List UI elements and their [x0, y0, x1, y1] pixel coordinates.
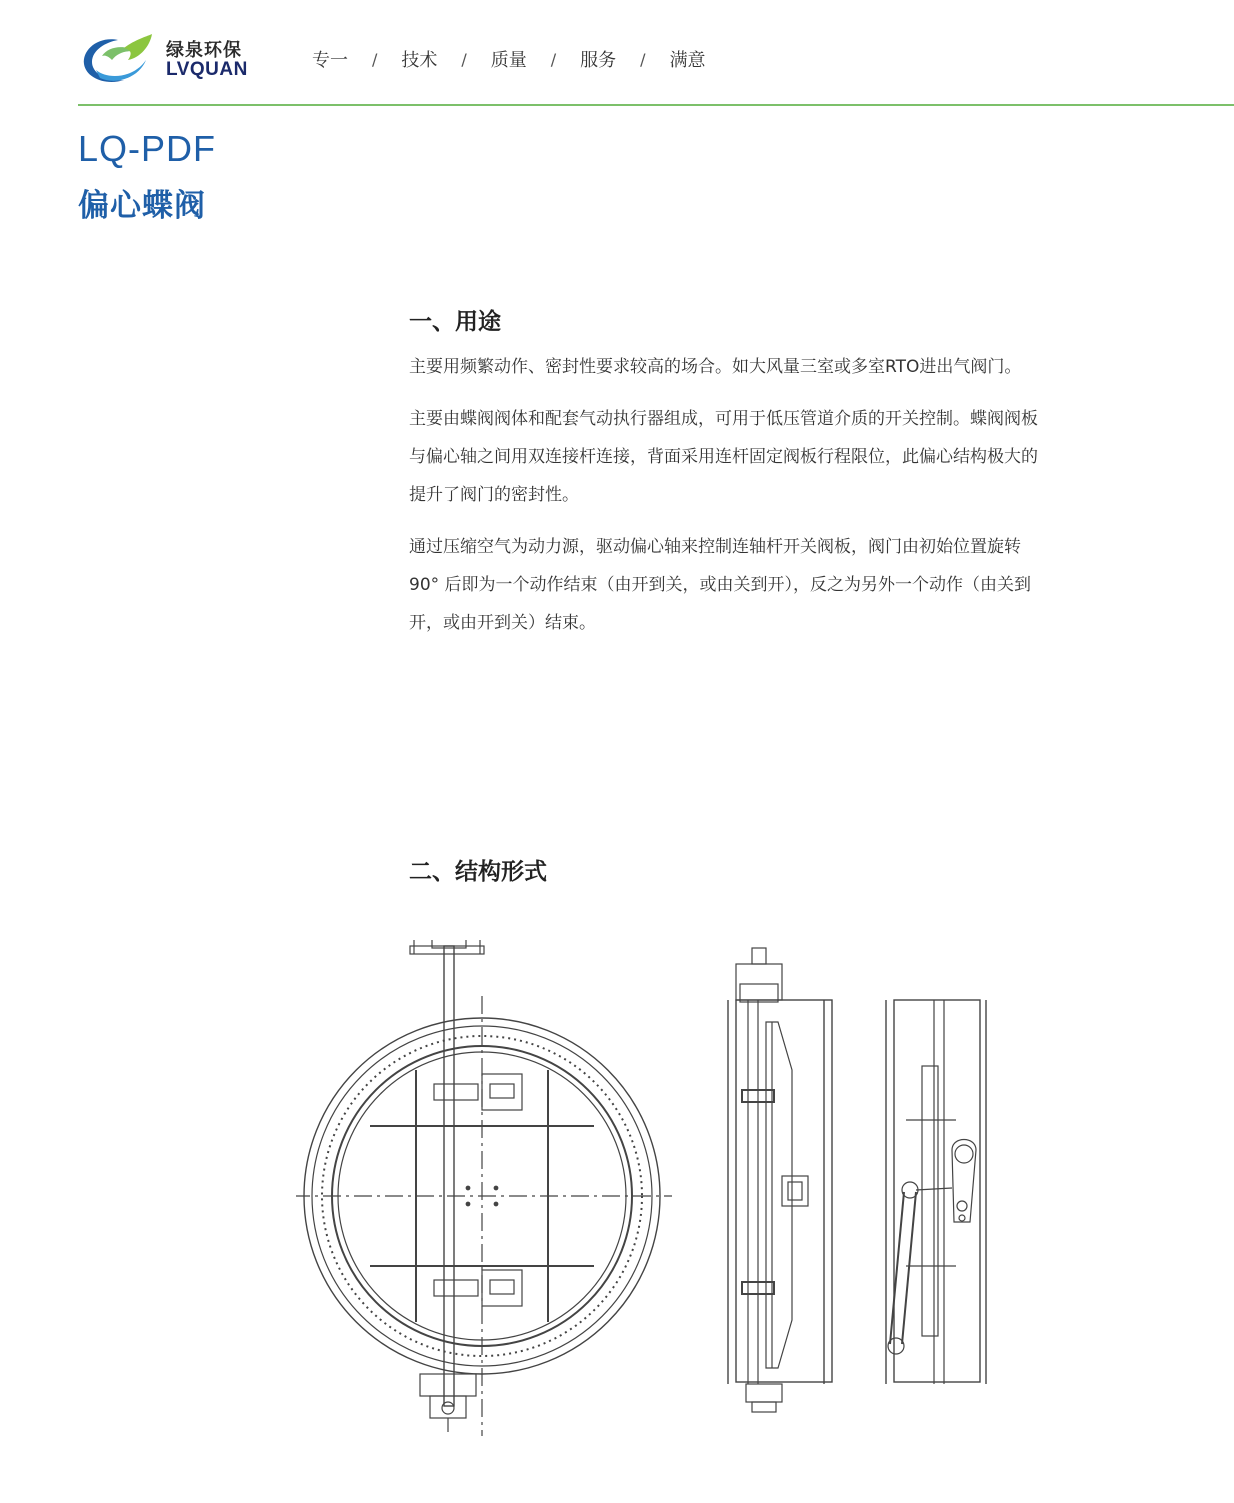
paragraph: 主要由蝶阀阀体和配套气动执行器组成，可用于低压管道介质的开关控制。蝶阀阀板与偏心轴之间用双连接杆连接，背面采用连杆固定阀板行程限位，此偏心结构极大的提升了阀门的密封性。	[409, 409, 1038, 505]
main-nav	[312, 46, 706, 72]
logo-swoosh-icon	[78, 30, 158, 88]
paragraph: 通过压缩空气为动力源，驱动偏心轴来控制连轴杆开关阀板，阀门由初始位置旋转90° 后即为一个动作结束（由开到关，或由关到开），反之为另外一个动作（由关到开，或由开到关）结束。	[409, 537, 1032, 633]
logo-text-en: LVQUAN	[166, 59, 248, 80]
nav-item-satisfaction[interactable]: 满意	[669, 50, 706, 71]
section-heading: 二、结构形式	[409, 859, 547, 885]
side-view-linkage	[886, 1000, 986, 1384]
paragraph: 主要用频繁动作、密封性要求较高的场合。如大风量三室或多室RTO进出气阀门。	[409, 357, 1022, 377]
nav-item-quality[interactable]: 质量	[490, 50, 527, 71]
header-divider	[78, 104, 1234, 106]
nav-separator: /	[640, 49, 646, 69]
product-model: LQ-PDF	[78, 128, 217, 169]
nav-item-technology[interactable]: 技术	[401, 50, 438, 71]
logo-text-cn: 绿泉环保	[166, 40, 242, 61]
section-structure	[409, 853, 1049, 886]
company-logo[interactable]	[78, 30, 258, 88]
nav-item-focus[interactable]: 专一	[312, 50, 348, 71]
side-view	[728, 948, 832, 1412]
product-title: 偏心蝶阀	[78, 188, 206, 224]
nav-item-service[interactable]: 服务	[580, 50, 617, 71]
front-view	[296, 940, 672, 1436]
section-heading: 一、用途	[409, 309, 501, 335]
valve-technical-drawing	[296, 940, 1016, 1440]
nav-separator: /	[550, 49, 557, 69]
nav-separator: /	[372, 49, 378, 69]
section-usage	[409, 303, 1049, 642]
nav-separator: /	[461, 49, 467, 69]
